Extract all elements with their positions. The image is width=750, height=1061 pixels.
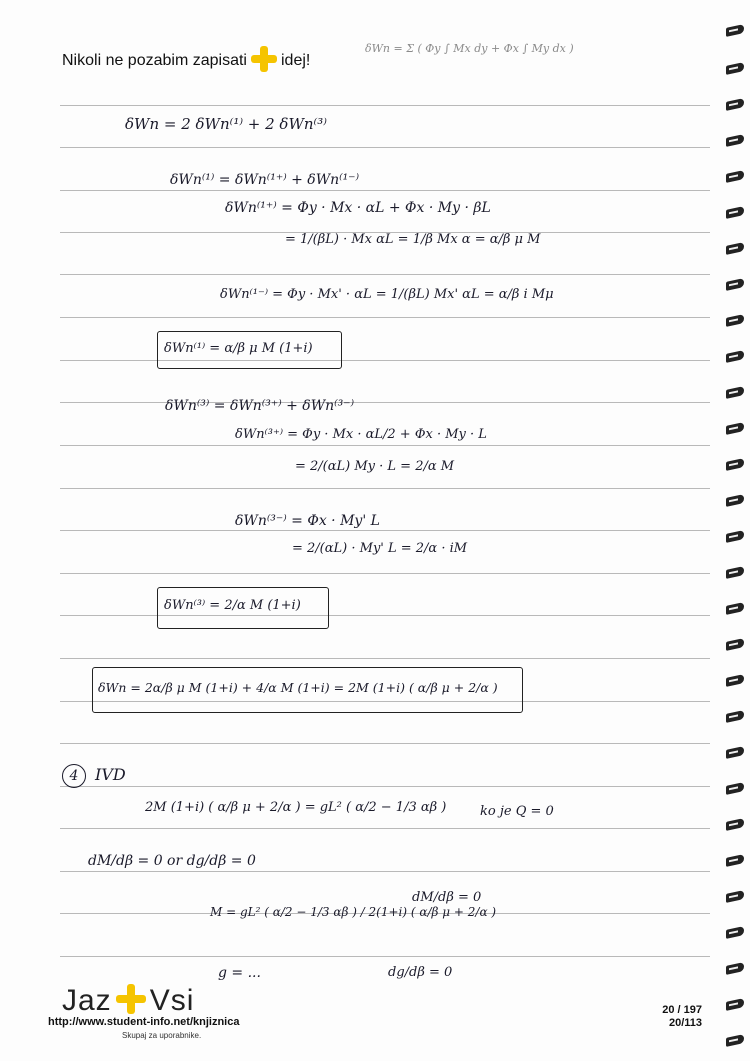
page-counter-total: 20 / 197 <box>662 1004 702 1016</box>
equation-w3-plus: δWn⁽³⁺⁾ = Φy · Mx · αL/2 + Φx · My · L <box>235 427 487 442</box>
equation-total-work: δWn = 2 δWn⁽¹⁾ + 2 δWn⁽³⁾ <box>125 115 327 133</box>
equation-w1-split: δWn⁽¹⁾ = δWn⁽¹⁺⁾ + δWn⁽¹⁻⁾ <box>170 172 360 188</box>
equation-w3-plus-result: = 2/(αL) My · L = 2/α M <box>295 459 455 474</box>
equation-w1-minus: δWn⁽¹⁻⁾ = Φy · Mx' · αL = 1/(βL) Mx' αL = α/β i Mμ <box>220 287 554 302</box>
logo-plus-icon <box>116 984 146 1014</box>
logo-right-text: Vsi <box>149 984 195 1017</box>
footer-tagline: Skupaj za uporabnike. <box>122 1031 202 1040</box>
logo-left-text: Jaz <box>62 984 112 1017</box>
equation-dg: dg/dβ = 0 <box>388 965 453 980</box>
spiral-binding <box>724 0 746 1061</box>
header-motto <box>62 46 310 72</box>
equation-w1-plus: δWn⁽¹⁺⁾ = Φy · Mx · αL + Φx · My · βL <box>225 200 491 216</box>
plus-logo-icon <box>251 46 277 72</box>
equation-dm: dM/dβ = 0 <box>412 890 482 905</box>
header-text-before: Nikoli ne pozabim zapisati <box>62 52 247 69</box>
condition-q: ko je Q = 0 <box>480 804 554 819</box>
section-number: 4 <box>62 764 86 788</box>
equation-w3-minus-result: = 2/(αL) · My' L = 2/α · iM <box>292 541 468 556</box>
equation-m: M = gL² ( α/2 − 1/3 αβ ) / 2(1+i) ( α/β μ + 2/α ) <box>210 905 497 919</box>
equation-g: g = ... <box>218 965 261 981</box>
result-total-work: δWn = 2α/β μ M (1+i) + 4/α M (1+i) = 2M (1+i) ( α/β μ + 2/α ) <box>98 680 498 695</box>
jazvsi-logo <box>62 984 194 1018</box>
header-text-after: idej! <box>280 52 311 69</box>
page-counter-sub: 20/113 <box>668 1017 702 1029</box>
result-w1: δWn⁽¹⁾ = α/β μ M (1+i) <box>164 341 313 356</box>
result-w3: δWn⁽³⁾ = 2/α M (1+i) <box>164 598 301 613</box>
equation-w1-plus-result: = 1/(βL) · Mx αL = 1/β Mx α = α/β μ M <box>285 232 541 247</box>
equation-w3-split: δWn⁽³⁾ = δWn⁽³⁺⁾ + δWn⁽³⁻⁾ <box>165 398 355 414</box>
equation-ivd: 2M (1+i) ( α/β μ + 2/α ) = gL² ( α/2 − 1/3 αβ ) <box>145 800 447 815</box>
equation-derivatives: dM/dβ = 0 or dg/dβ = 0 <box>88 853 256 869</box>
equation-w3-minus: δWn⁽³⁻⁾ = Φx · My' L <box>235 513 380 529</box>
margin-note: δWn = Σ ( Φy ∫ Mx dy + Φx ∫ My dx ) <box>365 42 574 55</box>
footer-url-link[interactable]: http://www.student-info.net/knjiznica <box>48 1016 240 1028</box>
section-title: IVD <box>95 765 126 784</box>
